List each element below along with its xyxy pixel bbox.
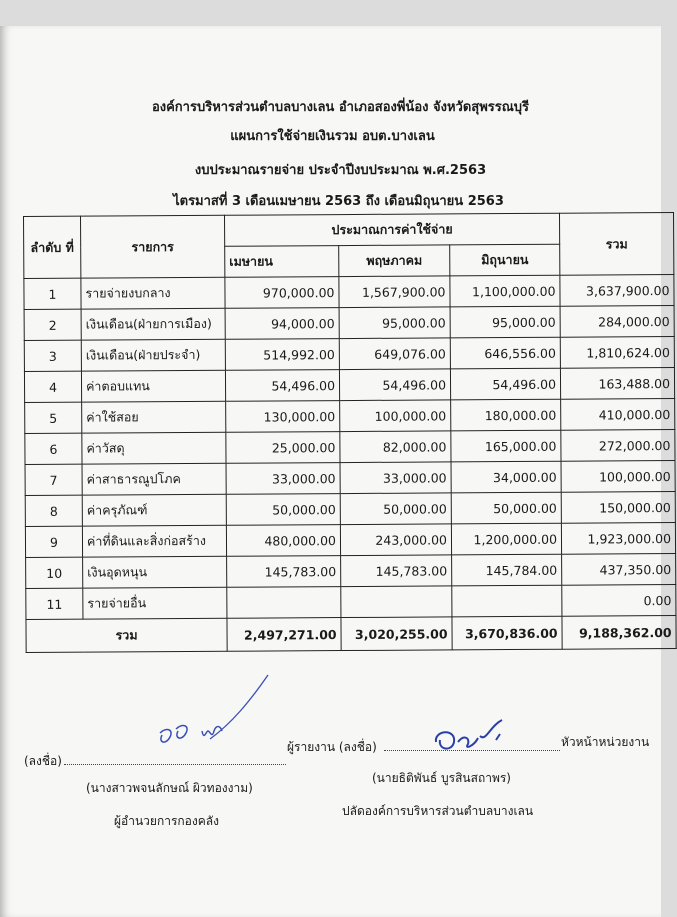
row-june: 165,000.00 [451, 430, 561, 462]
left-signature-scribble [150, 671, 290, 761]
row-april: 54,496.00 [225, 370, 339, 402]
grand-total: 9,188,362.00 [562, 616, 676, 650]
row-june: 54,496.00 [450, 368, 560, 400]
row-index: 1 [24, 278, 81, 309]
plan-title: แผนการใช้จ่ายเงินรวม อบต.บางเลน [230, 129, 435, 144]
row-item: ค่าสาธารณูปโภค [82, 463, 226, 495]
row-may: 54,496.00 [339, 369, 450, 401]
row-total: 1,810,624.00 [560, 337, 674, 369]
row-may: 243,000.00 [340, 524, 451, 556]
total-april: 2,497,271.00 [227, 618, 341, 652]
row-april: 94,000.00 [225, 308, 339, 340]
table-row [24, 306, 674, 341]
row-index: 10 [26, 557, 83, 588]
row-june: 1,200,000.00 [451, 523, 561, 555]
right-signer-title: ปลัดองค์การบริหารส่วนตำบลบางเลน [342, 804, 534, 818]
header-month-june: มิถุนายน [450, 244, 560, 276]
row-total: 437,350.00 [562, 554, 676, 586]
row-index: 4 [24, 371, 81, 402]
header-item: รายการ [81, 215, 225, 278]
quarter-title: ไตรมาสที่ 3 เดือนเมษายน 2563 ถึง เดือนมิถุนายน 2563 [173, 194, 504, 209]
head-label: หัวหน้าหน่วยงาน [561, 735, 650, 749]
total-may: 3,020,255.00 [341, 617, 452, 651]
row-item: ค่าใช้สอย [82, 401, 226, 433]
row-total: 272,000.00 [561, 430, 675, 462]
row-april [227, 587, 341, 619]
row-april: 33,000.00 [226, 463, 340, 495]
table-row [25, 461, 675, 496]
row-june: 95,000.00 [450, 306, 560, 338]
row-total: 284,000.00 [560, 306, 674, 338]
row-index: 7 [25, 464, 82, 495]
row-total: 0.00 [562, 585, 676, 617]
row-april: 130,000.00 [226, 401, 340, 433]
row-may: 1,567,900.00 [339, 276, 450, 308]
sign-prefix: (ลงชื่อ) [24, 754, 62, 768]
right-signature-line [384, 750, 560, 751]
row-april: 25,000.00 [226, 432, 340, 464]
row-index: 9 [25, 526, 82, 557]
row-may: 145,783.00 [341, 555, 452, 587]
row-june: 646,556.00 [450, 337, 560, 369]
row-item: ค่าที่ดินและสิ่งก่อสร้าง [82, 525, 226, 557]
header-month-april: เมษายน [225, 246, 339, 278]
row-item: เงินเดือน(ฝ่ายประจำ) [81, 339, 225, 371]
row-june: 180,000.00 [451, 399, 561, 431]
row-item: รายจ่ายอื่น [83, 587, 227, 619]
row-may [341, 586, 452, 618]
row-april: 145,783.00 [227, 556, 341, 588]
table-row [24, 275, 674, 310]
row-june: 145,784.00 [452, 554, 562, 586]
row-total: 100,000.00 [561, 461, 675, 493]
budget-table [23, 212, 677, 653]
row-item: รายจ่ายงบกลาง [81, 277, 225, 309]
row-total: 410,000.00 [561, 399, 675, 431]
header-estimate-group: ประมาณการค่าใช้จ่าย [224, 213, 559, 246]
row-item: ค่าตอบแทน [81, 370, 225, 402]
row-index: 5 [25, 402, 82, 433]
row-may: 649,076.00 [339, 338, 450, 370]
document-page [0, 26, 672, 917]
right-signer-name: (นายธิติพันธ์ บูรสินสถาพร) [372, 771, 511, 785]
reporter-label: ผู้รายงาน (ลงชื่อ) [287, 740, 377, 754]
row-total: 3,637,900.00 [560, 275, 674, 307]
header-month-may: พฤษภาคม [339, 245, 450, 277]
row-index: 6 [25, 433, 82, 464]
left-signer-title: ผู้อำนวยการกองคลัง [114, 814, 219, 828]
left-signature-line [64, 764, 286, 765]
table-row [25, 430, 675, 465]
row-june: 34,000.00 [451, 461, 561, 493]
row-june: 1,100,000.00 [450, 275, 560, 307]
row-may: 100,000.00 [340, 400, 451, 432]
row-june [452, 585, 562, 617]
table-row [25, 523, 675, 558]
row-index: 11 [26, 588, 83, 619]
header-total: รวม [560, 213, 674, 276]
table-row [24, 368, 674, 403]
org-title: องค์การบริหารส่วนตำบลบางเลน อำเภอสองพี่น้อง จังหวัดสุพรรณบุรี [151, 100, 530, 115]
row-april: 480,000.00 [226, 525, 340, 557]
row-total: 1,923,000.00 [561, 523, 675, 555]
table-row [25, 399, 675, 434]
total-row [26, 616, 676, 653]
table-row [26, 554, 676, 589]
header-index: ลำดับ ที่ [24, 216, 81, 278]
left-signer-name: (นางสาวพจนลักษณ์ ผิวทองงาม) [86, 781, 253, 795]
row-april: 514,992.00 [225, 339, 339, 371]
row-may: 50,000.00 [340, 493, 451, 525]
row-may: 95,000.00 [339, 307, 450, 339]
row-item: เงินเดือน(ฝ่ายการเมือง) [81, 308, 225, 340]
table-row [25, 492, 675, 527]
row-index: 8 [25, 495, 82, 526]
total-june: 3,670,836.00 [452, 616, 562, 650]
row-april: 50,000.00 [226, 494, 340, 526]
row-total: 163,488.00 [560, 368, 674, 400]
row-item: ค่าครุภัณฑ์ [82, 494, 226, 526]
row-item: เงินอุดหนุน [83, 556, 227, 588]
table-row [24, 337, 674, 372]
row-april: 970,000.00 [225, 277, 339, 309]
row-total: 150,000.00 [561, 492, 675, 524]
row-may: 82,000.00 [340, 431, 451, 463]
total-label: รวม [26, 618, 227, 652]
row-item: ค่าวัสดุ [82, 432, 226, 464]
row-may: 33,000.00 [340, 462, 451, 494]
row-index: 2 [24, 309, 81, 340]
budget-title: งบประมาณรายจ่าย ประจำปีงบประมาณ พ.ศ.2563 [194, 163, 487, 178]
row-index: 3 [24, 340, 81, 371]
table-row [26, 585, 676, 620]
row-june: 50,000.00 [451, 492, 561, 524]
